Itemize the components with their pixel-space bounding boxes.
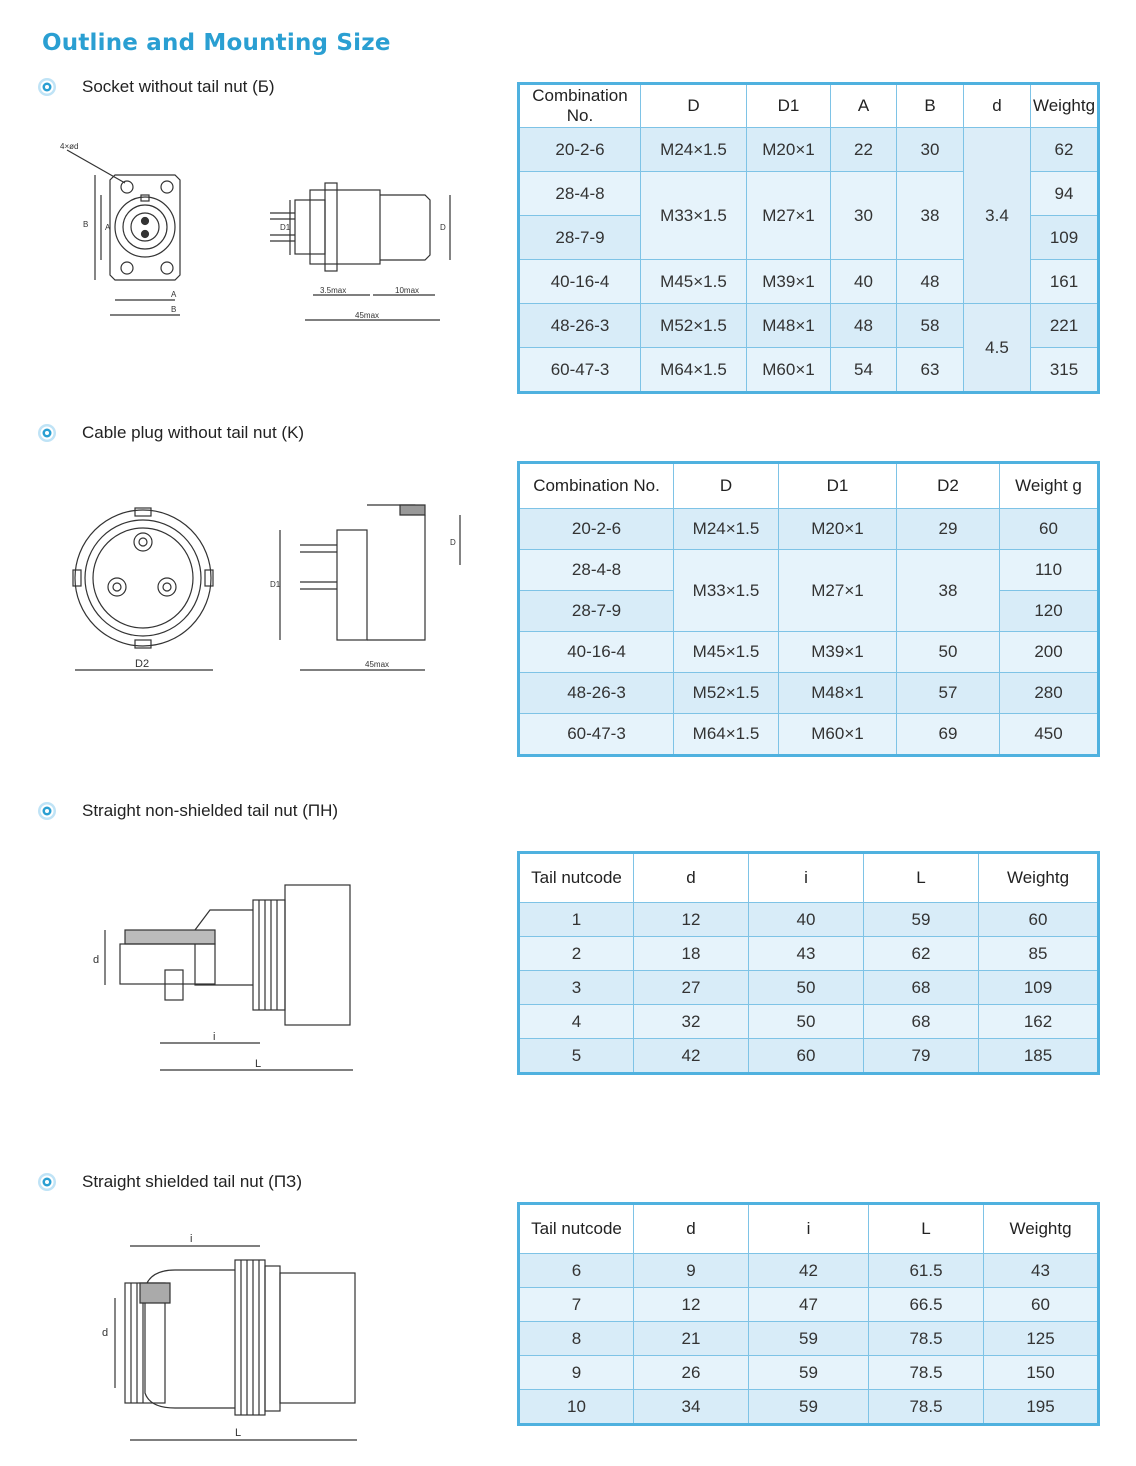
table-cell: 57 — [897, 673, 1000, 714]
target-bullet-icon — [37, 423, 57, 443]
table-cell: 4 — [519, 1005, 634, 1039]
table-cell: M39×1 — [747, 260, 831, 304]
table-cell: 9 — [634, 1254, 749, 1288]
target-bullet-icon — [37, 77, 57, 97]
table-cell: M39×1 — [779, 632, 897, 673]
table-cell: 40-16-4 — [519, 632, 674, 673]
table-cell: 94 — [1031, 172, 1099, 216]
label-dim3: 45max — [355, 311, 380, 320]
page-title: Outline and Mounting Size — [42, 30, 391, 56]
column-header: D — [641, 84, 747, 128]
table-row — [519, 509, 1099, 550]
column-header: Tail nutcode — [519, 1204, 634, 1254]
table-row — [519, 550, 1099, 591]
column-header: Combination No. — [519, 463, 674, 509]
table-cell: M60×1 — [747, 348, 831, 393]
non-shielded-table — [517, 851, 1100, 1075]
table-cell: 62 — [1031, 128, 1099, 172]
table-cell: 42 — [634, 1039, 749, 1074]
column-header: Weightg — [984, 1204, 1099, 1254]
table-cell: 7 — [519, 1288, 634, 1322]
table-row — [519, 971, 1099, 1005]
table-cell: 43 — [984, 1254, 1099, 1288]
table-cell: 60 — [1000, 509, 1099, 550]
table-row — [519, 632, 1099, 673]
label-i: i — [190, 1233, 193, 1245]
column-header: Weight g — [1000, 463, 1099, 509]
table-cell: 42 — [749, 1254, 869, 1288]
table-cell: 59 — [749, 1356, 869, 1390]
table-cell: 109 — [1031, 216, 1099, 260]
table-cell: 8 — [519, 1322, 634, 1356]
label-l: L — [235, 1427, 242, 1439]
table-cell: 48-26-3 — [519, 673, 674, 714]
column-header: i — [749, 1204, 869, 1254]
section-title: Straight non-shielded tail nut (ПН) — [82, 801, 339, 820]
label-a: A — [105, 223, 111, 232]
table-cell: 66.5 — [869, 1288, 984, 1322]
table-cell: 28-4-8 — [519, 550, 674, 591]
table-cell: M48×1 — [747, 304, 831, 348]
table-cell: M33×1.5 — [674, 550, 779, 632]
table-cell: 60-47-3 — [519, 714, 674, 756]
table-cell: 48 — [897, 260, 964, 304]
table-cell: 62 — [864, 937, 979, 971]
label-l: L — [255, 1058, 262, 1070]
column-header: D — [674, 463, 779, 509]
label-holes: 4×ød — [60, 142, 79, 151]
column-header: D2 — [897, 463, 1000, 509]
table-cell: 162 — [979, 1005, 1099, 1039]
table-row — [519, 1288, 1099, 1322]
table-cell: 195 — [984, 1390, 1099, 1425]
cable-plug-table — [517, 461, 1100, 757]
column-header: d — [634, 853, 749, 903]
table-cell: 29 — [897, 509, 1000, 550]
table-cell: 20-2-6 — [519, 509, 674, 550]
table-cell: 40 — [831, 260, 897, 304]
label-d: D — [440, 223, 446, 232]
table-cell: 12 — [634, 903, 749, 937]
table-cell: 2 — [519, 937, 634, 971]
table-cell: 78.5 — [869, 1390, 984, 1425]
column-header: A — [831, 84, 897, 128]
table-cell: 59 — [749, 1322, 869, 1356]
table-cell: 4.5 — [964, 304, 1031, 393]
table-cell: 50 — [897, 632, 1000, 673]
table-row — [519, 903, 1099, 937]
table-cell: 3.4 — [964, 128, 1031, 304]
table-cell: 30 — [897, 128, 964, 172]
column-header: d — [634, 1204, 749, 1254]
table-cell: 40-16-4 — [519, 260, 641, 304]
table-cell: 43 — [749, 937, 864, 971]
table-cell: 60 — [749, 1039, 864, 1074]
table-row — [519, 673, 1099, 714]
column-header: D1 — [779, 463, 897, 509]
table-row — [519, 1390, 1099, 1425]
label-dim1: 3.5max — [320, 286, 347, 295]
table-header-row — [519, 463, 1099, 509]
socket-table — [517, 82, 1100, 394]
table-cell: 34 — [634, 1390, 749, 1425]
table-cell: 20-2-6 — [519, 128, 641, 172]
table-cell: 125 — [984, 1322, 1099, 1356]
target-bullet-icon — [37, 801, 57, 821]
table-cell: 48-26-3 — [519, 304, 641, 348]
table-cell: 161 — [1031, 260, 1099, 304]
table-cell: 28-4-8 — [519, 172, 641, 216]
column-header: d — [964, 84, 1031, 128]
table-cell: 50 — [749, 971, 864, 1005]
table-cell: 18 — [634, 937, 749, 971]
table-cell: M64×1.5 — [674, 714, 779, 756]
table-cell: 78.5 — [869, 1356, 984, 1390]
table-cell: 315 — [1031, 348, 1099, 393]
table-header-row — [519, 853, 1099, 903]
table-row — [519, 1005, 1099, 1039]
table-cell: M33×1.5 — [641, 172, 747, 260]
table-cell: 32 — [634, 1005, 749, 1039]
table-cell: 68 — [864, 971, 979, 1005]
table-cell: 450 — [1000, 714, 1099, 756]
table-cell: 50 — [749, 1005, 864, 1039]
table-cell: 68 — [864, 1005, 979, 1039]
table-cell: M52×1.5 — [674, 673, 779, 714]
table-cell: 3 — [519, 971, 634, 1005]
table-cell: 185 — [979, 1039, 1099, 1074]
section-heading-socket — [37, 77, 275, 97]
column-header: Weightg — [979, 853, 1099, 903]
section-heading-cable-plug — [37, 423, 304, 443]
cable-plug-drawing — [55, 490, 475, 690]
table-cell: 58 — [897, 304, 964, 348]
column-header: B — [897, 84, 964, 128]
table-cell: M52×1.5 — [641, 304, 747, 348]
label-b-bottom: B — [171, 305, 177, 314]
table-cell: 5 — [519, 1039, 634, 1074]
table-cell: 1 — [519, 903, 634, 937]
table-cell: M20×1 — [779, 509, 897, 550]
table-cell: M24×1.5 — [641, 128, 747, 172]
target-bullet-icon — [37, 1172, 57, 1192]
table-cell: 9 — [519, 1356, 634, 1390]
table-cell: 60-47-3 — [519, 348, 641, 393]
label-d: d — [93, 954, 100, 966]
label-d: d — [102, 1327, 109, 1339]
table-cell: 109 — [979, 971, 1099, 1005]
non-shielded-tail-nut-drawing — [85, 875, 375, 1085]
socket-drawing — [55, 135, 455, 335]
table-header-row — [519, 84, 1099, 128]
table-cell: 59 — [749, 1390, 869, 1425]
table-row — [519, 1254, 1099, 1288]
table-header-row — [519, 1204, 1099, 1254]
table-cell: 10 — [519, 1390, 634, 1425]
table-cell: M27×1 — [779, 550, 897, 632]
table-cell: 6 — [519, 1254, 634, 1288]
label-d1: D1 — [270, 580, 281, 589]
table-cell: 221 — [1031, 304, 1099, 348]
table-cell: 150 — [984, 1356, 1099, 1390]
table-cell: 26 — [634, 1356, 749, 1390]
column-header: L — [869, 1204, 984, 1254]
table-cell: M45×1.5 — [674, 632, 779, 673]
table-cell: 22 — [831, 128, 897, 172]
column-header: i — [749, 853, 864, 903]
table-row — [519, 304, 1099, 348]
table-cell: 200 — [1000, 632, 1099, 673]
column-header: Combination No. — [519, 84, 641, 128]
section-title: Cable plug without tail nut (K) — [82, 423, 305, 442]
table-cell: 63 — [897, 348, 964, 393]
label-dim2: 10max — [395, 286, 420, 295]
table-cell: 60 — [979, 903, 1099, 937]
label-d1: D1 — [280, 223, 291, 232]
table-cell: 59 — [864, 903, 979, 937]
section-title: Socket without tail nut (Б) — [82, 77, 275, 96]
table-cell: 61.5 — [869, 1254, 984, 1288]
table-cell: 48 — [831, 304, 897, 348]
table-cell: M48×1 — [779, 673, 897, 714]
table-cell: 28-7-9 — [519, 591, 674, 632]
label-dim: 45max — [365, 660, 390, 669]
table-cell: 21 — [634, 1322, 749, 1356]
label-d: D — [450, 538, 456, 547]
table-cell: M20×1 — [747, 128, 831, 172]
table-cell: M45×1.5 — [641, 260, 747, 304]
column-header: L — [864, 853, 979, 903]
table-cell: 60 — [984, 1288, 1099, 1322]
table-cell: 28-7-9 — [519, 216, 641, 260]
column-header: Weightg — [1031, 84, 1099, 128]
table-cell: M24×1.5 — [674, 509, 779, 550]
table-cell: 79 — [864, 1039, 979, 1074]
table-cell: 110 — [1000, 550, 1099, 591]
table-cell: M27×1 — [747, 172, 831, 260]
table-row — [519, 1356, 1099, 1390]
section-heading-non-shielded — [37, 801, 338, 821]
table-cell: 30 — [831, 172, 897, 260]
table-cell: 78.5 — [869, 1322, 984, 1356]
column-header: Tail nutcode — [519, 853, 634, 903]
table-row — [519, 1039, 1099, 1074]
table-cell: 38 — [897, 550, 1000, 632]
label-i: i — [213, 1031, 216, 1043]
table-cell: 54 — [831, 348, 897, 393]
column-header: D1 — [747, 84, 831, 128]
table-row — [519, 1322, 1099, 1356]
table-cell: 47 — [749, 1288, 869, 1322]
table-row — [519, 937, 1099, 971]
table-cell: 120 — [1000, 591, 1099, 632]
table-cell: 27 — [634, 971, 749, 1005]
table-cell: 69 — [897, 714, 1000, 756]
table-cell: M60×1 — [779, 714, 897, 756]
table-cell: M64×1.5 — [641, 348, 747, 393]
table-cell: 12 — [634, 1288, 749, 1322]
section-heading-shielded — [37, 1172, 302, 1192]
label-b: B — [83, 220, 89, 229]
table-cell: 280 — [1000, 673, 1099, 714]
shielded-tail-nut-drawing — [95, 1228, 375, 1448]
label-d2: D2 — [135, 658, 150, 670]
table-cell: 40 — [749, 903, 864, 937]
label-a-bottom: A — [171, 290, 177, 299]
table-row — [519, 714, 1099, 756]
section-title: Straight shielded tail nut (ПЗ) — [82, 1172, 302, 1191]
table-row — [519, 128, 1099, 172]
table-cell: 38 — [897, 172, 964, 260]
table-cell: 85 — [979, 937, 1099, 971]
shielded-table — [517, 1202, 1100, 1426]
